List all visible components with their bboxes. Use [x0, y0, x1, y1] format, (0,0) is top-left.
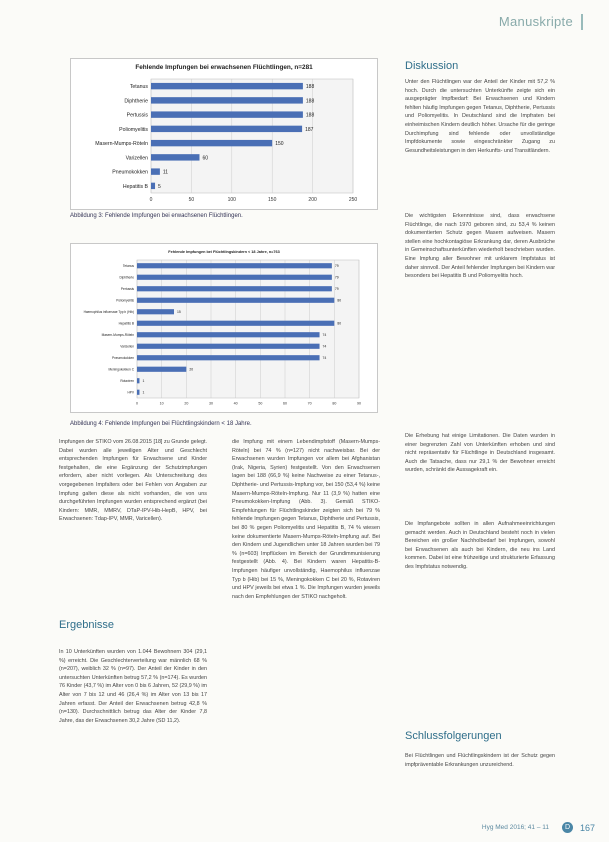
bar — [151, 140, 272, 146]
category-label: Tetanus — [129, 84, 148, 91]
data-label: 1 — [142, 390, 145, 395]
figure-4-caption: Abbildung 4: Fehlende Impfungen bei Flüchtlingskindern < 18 Jahre. — [70, 421, 252, 427]
x-tick-label: 100 — [227, 197, 236, 203]
right-column-paragraph-3: Die Erhebung hat einige Limitationen. Die Daten wurden in einer begrenzten Zahl von Unterkünften erhoben und sind nicht repräsentativ für Flüchtlinge in Deutschland insgesamt. Auch die Tatsache, dass nur 29,1 % der Bewohner erreicht wurden, schränkt die Aussagekraft ein. — [405, 433, 555, 474]
data-label: 188 — [305, 112, 315, 119]
x-tick-label: 20 — [184, 401, 189, 406]
bar — [137, 298, 334, 303]
figure-4-chart — [70, 243, 378, 413]
category-label: Varizellen — [120, 344, 134, 349]
data-label: 79 — [334, 275, 339, 280]
category-label: Masern-Mumps-Röteln — [95, 141, 148, 148]
left-column-paragraph-2: In 10 Unterkünften wurden von 1.044 Bewohnern 304 (29,1 %) erreicht. Die Geschlechterverteilung war männlich 68 % (n=207), weiblich 32 % (n=97). Der Anteil der Kinder in den untersuchten Unterkünften betrug 57,2 % (n=174). Es wurden 76 Kinder (43,7 %) im Alter von 0 bis 6 Jahren, 52 (29,9 %) im Alter von 7 bis 12 und 46 (26,4 %) im Alter von 13 bis 17 Jahren erfasst. Der Anteil der Erwachsenen betrug 42,8 % (n=130). Durchschnittlich betrug das Alter der Kinder 7,8 Jahre, das der Erwachsenen 30,2 Jahre (SD 11,2). — [59, 649, 207, 724]
category-label: Hepatitis B — [118, 321, 134, 326]
category-label: Hepatitis B — [122, 183, 148, 190]
data-label: 79 — [334, 263, 339, 268]
bar — [137, 309, 174, 314]
category-label: HPV — [127, 390, 134, 395]
x-tick-label: 50 — [188, 197, 195, 203]
right-column-paragraph-2: Die wichtigsten Erkenntnisse sind, dass erwachsene Flüchtlinge, die nach 1970 geboren sind, zu 53,4 % keinen dokumentierten Schutz gegen Masern aufweisen. Masern stellen eine hochkontagiöse Erkrankung dar, deren Ausbrüche in Gemeinschaftsunterkünften wiederholt beschrieben wurden. Eine Impfung aller Bewohner mit unklarem Impfstatus ist daher sinnvoll. Der Anteil fehlender Impfungen bei Kindern war besonders bei Hepatitis B und Poliomyelitis hoch. — [405, 213, 555, 280]
category-label: Pneumokokken — [112, 355, 134, 360]
data-label: 20 — [189, 367, 194, 372]
category-label: Diphtherie — [119, 275, 134, 280]
x-tick-label: 0 — [149, 197, 153, 203]
middle-column-paragraph: die Impfung mit einem Lebendimpfstoff (Masern-Mumps-Röteln) bei 74 % (n=127) nicht nachweisbar. Bei der Erwachsenen wurden Impfungen vor allem bei Afghanistan (Irak, Nigeria, Syrien) festgestellt. Von den Erwachsenen lagen bei 188 (66,9 %) keine Nachweise zu einer Tetanus-, Diphtherie- und Pertussis-Impfung vor, bei 150 (53,4 %) keine Masern-Mumps-Röteln-Impfung. Nur 11 (3,9 %) hatten eine Pneumokokken-Impfung (Abb. 3). Gemäß STIKO-Empfehlungen für Flüchtlingskinder zeigten sich bei 79 % fehlende Impfungen gegen Tetanus, Diphtherie und Pertussis, bei 80 % gegen Poliomyelitis und Hepatitis B, 74 % wiesen keine dokumentierte Masern-Mumps-Röteln-Impfung auf. Bei den Kindern und Jugendlichen unter 18 Jahren wurden bei 79 % (n=603) Impflücken im Bereich der Grundimmunisierung festgestellt (Abb. 4). Bei Kindern waren Hepatitis-B-Impfungen häufiger unvollständig, Haemophilus influenzae Typ b (Hib) bei 15 %, Meningokokken C bei 20 %, Rotaviren und HPV jeweils bei etwa 1 %. Die Impfungen wurden jeweils nach den Empfehlungen der STIKO nachgeholt. — [232, 439, 380, 600]
data-label: 188 — [305, 84, 315, 91]
category-label: Pneumokokken — [112, 169, 148, 176]
plot-area — [151, 79, 353, 193]
category-label: Pertussis — [126, 112, 148, 119]
data-label: 80 — [337, 321, 342, 326]
bar — [137, 344, 320, 349]
plot-area — [137, 260, 359, 398]
data-label: 5 — [158, 183, 161, 190]
bar — [137, 263, 332, 268]
x-tick-label: 40 — [233, 401, 238, 406]
category-label: Diphtherie — [124, 98, 148, 105]
data-label: 11 — [162, 169, 169, 176]
header-divider — [581, 14, 583, 30]
data-label: 187 — [305, 126, 314, 133]
section-header-label: Manuskripte — [498, 14, 573, 29]
data-label: 80 — [337, 298, 342, 303]
data-label: 1 — [142, 378, 145, 383]
x-tick-label: 70 — [307, 401, 312, 406]
left-column-paragraph-1: Impfungen der STIKO vom 26.08.2015 [18] zu Grunde gelegt. Dabei wurden alle jeweiligen Alter und Geschlecht entsprechenden Impfungen für Erwachsene und Kinder festgehalten, die eine Ergänzung der Schutzimpfungen erfordern, aber nicht vorliegen. Als Unterschreitung des vorgegebenen Impfalters oder bei Fehlen von Angaben zur Impfung galten diese als nicht vorhanden, die von uns durchgeführten Impfungen wurden entsprechend ergänzt (bei Kindern: MMR, MMRV, DTaP-IPV-Hib-HepB, HPV, bei Erwachsenen: Tdap-IPV, MMR, Varicellen). — [59, 439, 207, 523]
data-label: 60 — [202, 155, 209, 162]
x-tick-label: 50 — [258, 401, 263, 406]
figure-3-chart — [70, 58, 378, 210]
bar — [137, 367, 186, 372]
data-label: 15 — [177, 309, 181, 314]
data-label: 74 — [322, 332, 327, 337]
category-label: Haemophilus influenzae Typ b (Hib) — [83, 309, 134, 314]
bar — [151, 154, 199, 160]
category-label: Pertussis — [120, 286, 134, 291]
figure-3-caption: Abbildung 3: Fehlende Impfungen bei erwachsenen Flüchtlingen. — [70, 213, 243, 219]
right-column-paragraph-5: Bei Flüchtlingen und Flüchtlingskindern ist der Schutz gegen impfpräventable Erkrankungen unzureichend. — [405, 753, 555, 768]
x-tick-label: 0 — [136, 401, 138, 406]
right-column-paragraph-4: Die Impfangebote sollten in allen Aufnahmeeinrichtungen gemacht werden. Auch in Deutschland besteht noch in vielen Bereichen ein großer Nachholbedarf bei Impfungen, sowohl bei Erwachsenen als auch bei Kindern, die neu ins Land kommen. Dabei ist eine frühzeitige und strukturierte Erfassung des Impfstatus notwendig. — [405, 521, 555, 570]
heading-diskussion: Diskussion — [405, 60, 459, 72]
data-label: 150 — [275, 141, 284, 148]
bar — [151, 126, 302, 132]
x-tick-label: 150 — [268, 197, 277, 203]
chart-title: Fehlende Impfungen bei erwachsenen Flüchtlingen, n=281 — [135, 64, 313, 71]
heading-ergebnisse: Ergebnisse — [59, 619, 115, 631]
bar — [137, 355, 320, 360]
category-label: Poliomyelitis — [119, 126, 148, 133]
figure-4-svg — [71, 244, 377, 412]
chart-title: Fehlende Impfungen bei Flüchtlingskindern < 18 Jahre, n=763 — [168, 250, 280, 254]
bar — [137, 286, 332, 291]
bar — [151, 97, 303, 103]
x-tick-label: 250 — [348, 197, 358, 203]
bar — [151, 183, 155, 189]
right-column-paragraph-1: Unter den Flüchtlingen war der Anteil der Kinder mit 57,2 % hoch. Durch die untersuchten Unterkünfte zeigte sich ein ausgeprägter Impfbedarf: Bei Erwachsenen und Kindern fehlten häufig Impfungen gegen Tetanus, Diphtherie, Pertussis und Poliomyelitis. In Deutschland sind die Impfraten bei einheimischen Kindern deutlich höher. Ursache für die geringe Durchimpfung sind fehlende oder unvollständige Impfdokumente sowie eingeschränkter Zugang zu Gesundheitsleistungen in den Herkunfts- und Transitländern. — [405, 79, 555, 154]
x-tick-label: 10 — [159, 401, 164, 406]
bar — [151, 111, 303, 117]
category-label: Poliomyelitis — [116, 298, 134, 303]
bar — [151, 83, 303, 89]
category-label: Rotaviren — [120, 378, 134, 383]
bar — [137, 332, 320, 337]
bar — [137, 275, 332, 280]
x-tick-label: 200 — [308, 197, 317, 203]
bar — [137, 390, 139, 395]
category-label: Tetanus — [122, 263, 134, 268]
footer-badge-icon: D — [562, 822, 573, 833]
category-label: Masern-Mumps-Röteln — [101, 332, 134, 337]
data-label: 188 — [305, 98, 315, 105]
bar — [151, 168, 160, 174]
x-tick-label: 90 — [357, 401, 361, 406]
bar — [137, 321, 334, 326]
data-label: 79 — [334, 286, 339, 291]
data-label: 74 — [322, 344, 327, 349]
heading-schlussfolgerungen: Schlussfolgerungen — [405, 730, 502, 742]
x-tick-label: 80 — [332, 401, 337, 406]
category-label: Varizellen — [125, 155, 148, 162]
x-tick-label: 60 — [283, 401, 287, 406]
category-label: Meningokokken C — [108, 367, 134, 372]
data-label: 74 — [322, 355, 327, 360]
bar — [137, 378, 139, 383]
figure-3-svg — [71, 59, 377, 209]
footer-journal: Hyg Med 2016; 41 – 11 — [481, 824, 549, 831]
x-tick-label: 30 — [209, 401, 213, 406]
page-number: 167 — [579, 823, 595, 833]
